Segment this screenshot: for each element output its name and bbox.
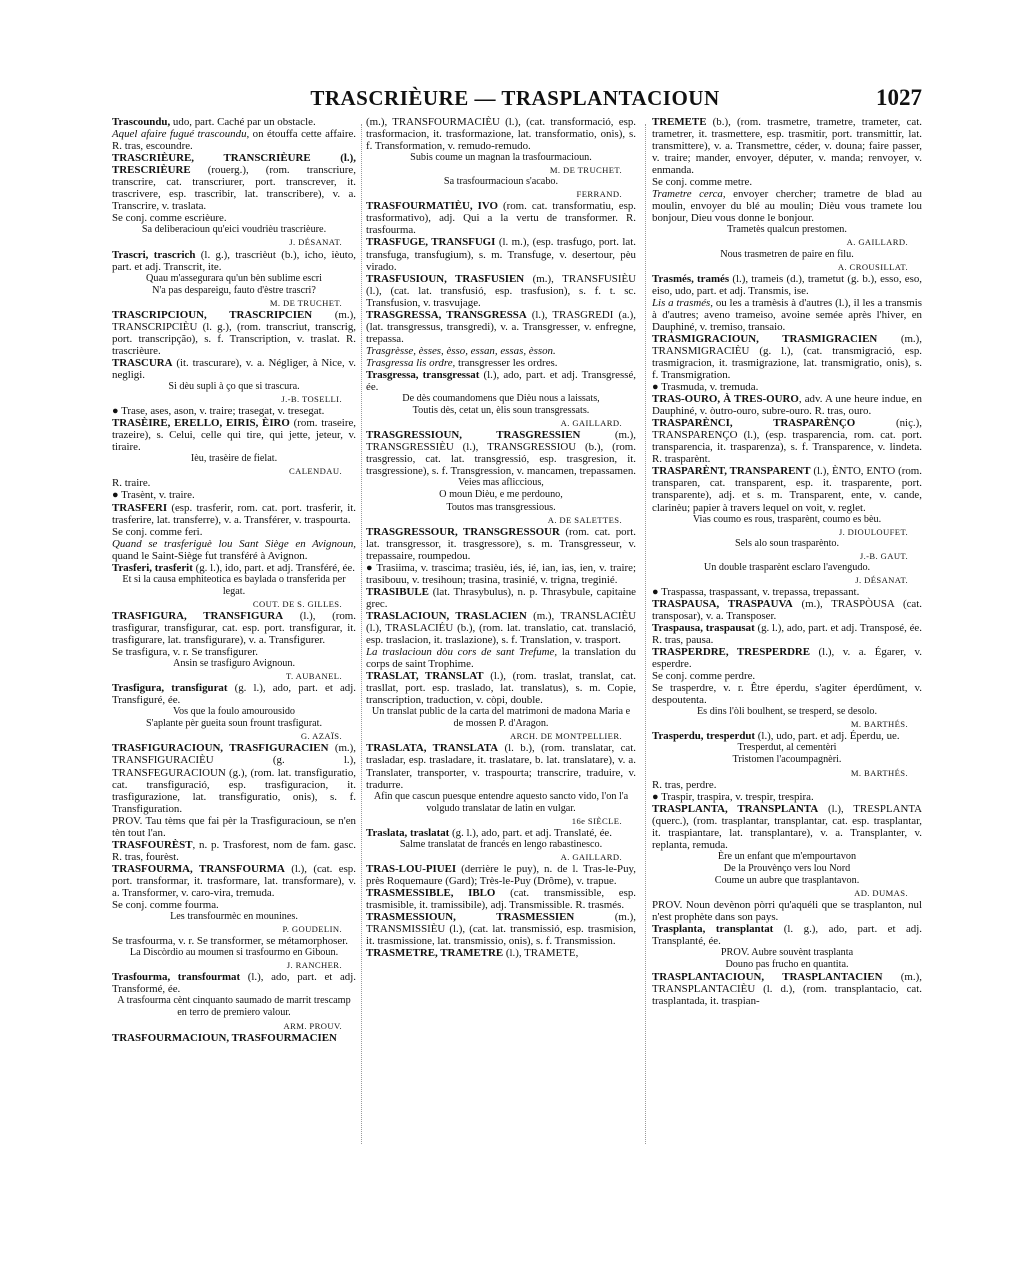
entry-body: (l. m.), (esp. trasfugo, port. lat. transfuga, transfugium), s. m. Transfuge, v. desertour, pèu virado. [366,236,637,273]
entry-body: Se conj. comme escrièure. [112,212,227,225]
quotation: Ansin se trasfiguro Avignoun. [172,658,296,670]
dictionary-entry [112,682,356,706]
entry-body: (l.), (rom. trasfigurar, transfigurar, cat. esp. port. transfigurar, it. trasfigurare, lat. transfigurare), v. a. Transfigurer. [112,609,356,647]
quotation: Nous trasmetren de paire en filu. [720,248,854,260]
entry-headword: Trasfigura, transfigurat [112,682,228,695]
entry-body: (rom. traseire, trazeire), s. Celui, celle qui tire, qui jette, jeteur, v. tiraire. [112,417,356,454]
entry-body: ou les a tramèsis à d'autres (l.), il les a transmis à d'autres; aveno trameiso, avoine semée après l'hiver, en Dauphiné, v. tremiso, transaio. [652,296,922,333]
quotation: Trametès qualcun prestomen. [727,224,847,236]
entry-headword: TRASFIGURACIOUN, TRASFIGURACIEN [112,742,329,755]
running-title: TRASCRIÈURE — TRASPLANTACIOUN [310,86,720,110]
entry-headword: TRASFUGE, TRANSFUGI [366,236,496,249]
column-right [652,116,922,1007]
entry-headword: TRAS-OURO, À TRES-OURO [652,393,799,406]
quotation-author: T. AUBANEL. [285,671,342,682]
entry-body: Se trasperdre, v. r. Être éperdu, s'agiter éperdûment, v. despoutenta. [652,682,922,707]
dictionary-entry [366,273,636,309]
entry-headword: TRASGRESSOUR, TRANSGRESSOUR [366,525,560,538]
quotation: Vias coumo es rous, trasparènt, coumo es bèu. [692,513,882,525]
entry-body: Se conj. comme fourma. [112,899,219,912]
quotation-author: G. AZAÏS. [300,731,342,742]
dictionary-entry [652,598,922,622]
entry-body: envoyer chercher; trametre de blad au moulin, envoyer du blé au moulin; Dièu vous tramete lou bonjour, Dieu vous donne le bonjour. [652,188,922,225]
entry-body: (l. b.), (rom. translatar, cat. trasladar, esp. trasladare, it. traslatare, b. lat. translatare), v. a. Translater, transporter, v. traspourta; transcrire, traduire, v. tradurre. [366,742,636,791]
page-header [112,85,922,116]
entry-headword: Trascri, trascrich [112,248,196,261]
dictionary-entry [652,297,922,333]
entry-headword: TRASLACIOUN, TRASLACIEN [366,609,527,622]
dictionary-entry [652,417,922,465]
quotation-author: FERRAND. [576,189,622,200]
entry-body: R. traire. [112,477,151,490]
dictionary-entry [112,417,356,453]
entry-example: La traslacioun dòu cors de sant Trefume, [366,646,558,659]
dictionary-entry [652,682,922,706]
quotation: Ièu, trasèire de fielat. [190,453,278,465]
quotation: Douno pas frucho en quantita. [725,959,849,971]
dictionary-entry [366,887,636,911]
entry-body: (l.), udo, part. et adj. Éperdu, ue. [755,730,900,743]
quotation-author: A. GAILLARD. [846,237,908,248]
dictionary-entry [652,188,922,224]
dictionary-entry [366,345,636,357]
entry-headword: TRASCRIPCIOUN, TRASCRIPCIEN [112,308,313,321]
entry-body: quand le Saint-Siège fut transféré à Avignon. [112,549,308,562]
entry-body: PROV. Noun devènon pòrri qu'aquéli que se trasplanton, nul n'est prophète dans son pays. [652,899,922,924]
dictionary-entry [652,779,922,791]
column-separator [645,124,646,1144]
entry-headword: Traslata, traslatat [366,826,450,839]
entry-headword: TRASPAUSA, TRASPAUVA [652,597,793,610]
quotation-author: P. GOUDELIN. [282,924,342,935]
entry-body: (l. g.), ado, part. et adj. Transplanté, ée. [652,923,923,948]
entry-body: , adv. A une heure indue, en Dauphiné, v. òutro-ouro, subre-ouro. R. tras, ouro. [652,393,922,418]
entry-example: Quand se trasferiguè lou Sant Siège en Avignoun, [112,537,356,550]
column-separator [361,124,362,1144]
dictionary-entry [112,863,356,899]
entry-headword: TREMETE [652,116,707,128]
entry-body: Se conj. comme feri. [112,525,203,538]
dictionary-entry [112,971,356,995]
entry-body: (l. g.), trascrièut (b.), icho, ièuto, part. et adj. Transcrit, ite. [112,248,356,273]
entry-body: on étouffa cette affaire. R. tras, escoundre. [112,128,356,153]
quotation-author: J. DÉSANAT. [855,574,908,585]
dictionary-entry [652,670,922,682]
quotation: Es dins l'òli boulhent, se tresperd, se desolo. [696,706,878,718]
entry-body: (l.), ado, part. et adj. Transformé, ée. [112,971,356,996]
quotation-author: M. DE TRUCHET. [269,297,342,308]
entry-body: (rom. cat. port. lat. transgressor, it. trasgressore), s. m. Transgresseur, v. trepassaire, roumpedou. [366,525,637,562]
quotation-author: J.-B. TOSELLI. [281,394,342,405]
entry-body: ● Trasènt, v. traire. [112,489,195,502]
entry-headword: TRASGRESSA, TRANSGRESSA [366,308,527,321]
entry-body: la translation du corps de saint Trophime. [366,646,637,671]
quotation: Tristomen l'acoumpagnèri. [732,754,842,766]
entry-headword: Trasgressa, transgressat [366,368,480,381]
dictionary-entry [366,911,636,947]
entry-headword: Trascoundu, [112,116,171,128]
quotation: Un double trasparènt esclaro l'avengudo. [703,561,871,573]
quotation: S'aplante pèr gueita soun frount trasfigurat. [145,718,323,730]
dictionary-entry [112,489,356,501]
dictionary-entry [112,935,356,947]
entry-body: (g. l.), ido, part. et adj. Transféré, ée. [192,561,355,574]
dictionary-entry [112,309,356,357]
entry-example: Trametre cerca, [652,188,726,201]
quotation: Salme translatat de francés en lengo rabastinesco. [399,838,603,850]
entry-headword: Traspausa, traspausat [652,621,755,634]
entry-body: ● Trasmuda, v. tremuda. [652,381,759,394]
entry-body: PROV. Tau tèms que fai pèr la Trasfiguracioun, se n'en tèn tout l'an. [112,814,356,839]
entry-body: (l.), TRAMETE, [503,947,579,960]
entry-headword: TRASGRESSIOUN, TRASGRESSIEN [366,429,581,442]
quotation-author: J.-B. GAUT. [859,550,908,561]
entry-body: (l.), (cat. esp. port. transformar, it. trasformare, lat. transformare), v. a. Transformer, v. caro-vira, tremuda. [112,862,356,899]
quotation: Sels alo soun trasparènto. [734,537,840,549]
quotation-author: M. DE TRUCHET. [549,165,622,176]
dictionary-entry [112,1032,356,1044]
dictionary-entry [112,212,356,224]
entry-body: (m.), TRANSFOURMACIÈU (l.), (cat. transformació, esp. trasformacion, it. trasformazione, lat. transformatio, onis), s. f. Transformation, v. remudo-remudo. [366,116,636,153]
dictionary-entry [366,610,636,646]
quotation-author: A. GAILLARD. [560,851,622,862]
quotation: Toutis dès, cetat un, èlis soun transgressats. [412,405,590,417]
entry-headword: TRAS-LOU-PIUEI [366,862,457,875]
dictionary-entry [652,803,922,851]
entry-example: Trasgressa lis ordre, [366,356,456,369]
entry-body: (g. l.), ado, part. et adj. Transfiguré, ée. [112,682,356,707]
entry-body: (g. l.), ado, part. et adj. Transposé, ée. R. tras, pausa. [652,621,922,647]
dictionary-entry [112,815,356,839]
entry-headword: Trasperdu, tresperdut [652,730,756,743]
entry-body: (m.), TRANSMISSIÈU (l.), (cat. lat. transmissió, esp. trasmision, it. trasmissione, lat. transmissio, onis), s. f. Transmission. [366,911,636,948]
quotation: A trasfourma cènt cinquanto saumado de marrit trescamp en terro de premiero valour. [117,995,351,1019]
dictionary-entry [112,128,356,152]
entry-headword: TRASFOURMATIÈU, IVO [366,200,498,213]
quotation: Si dèu supli à ço que si trascura. [168,381,300,393]
quotation: De la Prouvènço vers lou Nord [723,862,851,874]
entry-body: (rom. cat. transformatiu, esp. trasformativo), adj. Qui a la vertu de transformer. R. trasfourma. [366,200,636,237]
column-left [112,116,356,1044]
dictionary-entry [112,562,356,574]
entry-body: (l.), TRASGREDI (a.), (lat. transgressus, transgredi), v. a. Transgresser, v. enfregne, trepassa. [366,308,637,345]
quotation: PROV. Aubre souvènt trasplanta [720,947,854,959]
dictionary-entry [112,899,356,911]
dictionary-entry [652,622,922,646]
dictionary-entry [112,116,356,128]
dictionary-entry [652,730,922,742]
dictionary-entry [112,526,356,538]
dictionary-entry [652,923,922,947]
dictionary-entry [112,839,356,863]
quotation: Un translat public de la carta del matrimoni de madona Maria e de mossen P. d'Aragon. [371,706,631,730]
entry-headword: TRASCURA [112,356,173,369]
quotation-author: M. BARTHÉS. [850,719,908,730]
entry-headword: TRASPARÈNT, TRANSPARENT [652,465,811,478]
quotation: N'a pas despareigu, fauto d'èstre trascri? [152,284,316,296]
quotation-author: A. GAILLARD. [560,418,622,429]
quotation: Coume un aubre que trasplantavon. [714,874,860,886]
dictionary-entry [366,309,636,345]
entry-body: (g. l.), ado, part. et adj. Translaté, ée. [449,826,612,839]
dictionary-entry [652,971,922,1007]
quotation: Les transfourmèc en mounines. [170,911,298,923]
entry-body: Se trasfourma, v. r. Se transformer, se métamorphoser. [112,935,348,948]
dictionary-entry [652,465,922,513]
entry-body: (l.), ado, part. et adj. Transgressé, ée. [366,368,636,394]
entry-body: (b.), (rom. trasmetre, trametre, trameter, cat. trametrer, it. trasmettere, esp. trasmitir, port. transmittir, lat. transmittere), v. a. Transmettre, céder, v. douna; faire passer, v. traire; mander, envoyer, députer, v. manda; renvoyer, v. enmanda. [652,116,922,177]
entry-headword: TRASPLANTACIOUN, TRASPLANTACIEN [652,971,883,984]
dictionary-entry [366,670,636,706]
entry-body: (rouerg.), (rom. transcriure, transcrire, cat. transcriurer, port. transcrever, it. trascrivere, esp. trascribir, lat. transcribere), v. a. Transcrire, v. traslata. [112,164,356,213]
dictionary-entry [652,176,922,188]
entry-body: (m.), TRANSMIGRACIÈU (g. l.), (cat. transmigració, esp. trasmigracion, it. trasmigrazione, lat. transmigratio, onis), s. f. Transmigration. [652,332,922,381]
quotation-author: J. RANCHER. [286,960,342,971]
entry-headword: Trasmés, tramés [652,272,730,285]
quotation-author: J. DIOULOUFET. [838,526,908,537]
quotation: De dès coumandomens que Dièu nous a laissats, [402,393,600,405]
entry-body: (m.), TRANSGRESSIÈU (l.), TRANSGRESSIOU (b.), (rom. trasgressio, cat. lat. transgressió, esp. trasgresion, it. trasgressione), s. f. Transgression, v. mancamen, trepassamen. [366,429,636,478]
entry-body: (m.), TRANSFIGURACIÈU (g. l.), TRANSFEGURACIOUN (g.), (rom. lat. transfiguratio, cat. transfiguració, esp. trasfiguracion, it. trasfigurazione, lat. transfiguratio, onis), s. f. Transfiguration. [112,742,356,815]
dictionary-entry [652,586,922,598]
entry-headword: TRASÈIRE, ERELLO, EIRIS, ÈIRO [112,417,290,430]
entry-headword: TRASFERI [112,501,168,514]
quotation-author: ARM. PROUV. [283,1020,342,1031]
dictionary-entry [112,646,356,658]
entry-body: (cat. transmissible, esp. trasmisible, it. tramissibile), adj. Transmissible. R. trasmés. [366,887,636,912]
entry-headword: Trasferi, trasferit [112,561,193,574]
dictionary-entry [652,899,922,923]
dictionary-entry [652,791,922,803]
entry-headword: TRASMESSIOUN, TRASMESSIEN [366,911,575,924]
dictionary-entry [652,646,922,670]
entry-body: (l.), ÈNTO, ENTO (rom. transparen, cat. transparent, esp. it. trasparente, port. transparente), adj. et s. m. Transparent, ente, v. cande, clarinèu; papier à travers lequel on voit, v. reglet. [652,465,923,514]
entry-body: udo, part. Caché par un obstacle. [170,116,316,128]
quotation-author: AD. DUMAS. [854,888,908,898]
entry-headword: TRASLAT, TRANSLAT [366,670,484,683]
quotation-author: A. DE SALETTES. [547,514,622,525]
quotation-author: A. CROUSILLAT. [837,261,908,272]
entry-body: (lat. Thrasybulus), n. p. Thrasybule, capitaine grec. [366,585,636,610]
entry-body: (l.), v. a. Égarer, v. esperdre. [652,646,922,671]
entry-headword: TRASCRIÈURE, TRANSCRIÈURE (l.), TRESCRIÈURE [112,152,356,177]
dictionary-entry [652,273,922,297]
quotation: Afin que cascun puesque entendre aquesto sancto vido, l'on l'a volgudo translatar de latin en vulgar. [373,790,629,814]
dictionary-entry [112,610,356,646]
dictionary-entry [366,429,636,477]
quotation-author: M. BARTHÉS. [850,767,908,778]
entry-headword: TRASPARÈNCI, TRASPARÈNÇO [652,417,856,430]
dictionary-entry [366,562,636,586]
entry-headword: Trasplanta, transplantat [652,923,774,936]
entry-body: (m.), TRASPÒUSA (cat. transposar), v. a. Transposer. [652,597,922,622]
dictionary-entry [366,200,636,236]
entry-example: Trasgrèsse, èsses, èsso, essan, essas, èsson. [366,344,556,357]
quotation-author: ARCH. DE MONTPELLIER. [510,731,622,742]
entry-headword: Trasfourma, transfourmat [112,971,241,984]
entry-body: (m.), TRANSLACIÈU (l.), TRASLACIÉU (b.), (rom. lat. translatio, cat. translació, esp. traslacion, it. traslazione), s. f. Translation, v. trasport. [366,609,636,647]
entry-body: (l.), TRESPLANTA (querc.), (rom. trasplantar, transplantar, cat. esp. trasplantar, it. traspiantare, lat. transplantare), v. a. Transplanter, v. replanta, remuda. [652,802,922,851]
entry-headword: TRASPLANTA, TRANSPLANTA [652,802,819,815]
entry-headword: TRASMIGRACIOUN, TRASMIGRACIEN [652,332,878,345]
dictionary-entry [112,357,356,381]
quotation-author: J. DÉSANAT. [289,237,342,248]
quotation: Vos que la foulo amourousido [172,706,296,718]
dictionary-entry [112,502,356,526]
entry-body: ● Trasiima, v. trascima; trasièu, iés, ié, ian, ias, ien, v. traire; trasibouu, v. tresihoun; trasina, trasinié, v. trigna, treginié. [366,561,636,586]
entry-body: (m.), TRANSFUSIÈU (l.), (cat. lat. transfusió, esp. trasfusion), s. f. t. sc. Transfusion, v. trasvujage. [366,272,636,309]
entry-body: Se conj. comme perdre. [652,670,756,683]
dictionary-entry [366,827,636,839]
entry-headword: TRASFOURÈST [112,838,193,851]
dictionary-entry [366,863,636,887]
dictionary-entry [112,152,356,212]
entry-body: (l.), (rom. traslat, translat, cat. trasllat, port. esp. traslado, lat. translatus), s. m. Copie, transcription, traduction, v. còpi, double. [366,670,637,707]
quotation: Sa deliberacioun qu'eici voudrièu trascrièure. [141,224,327,236]
dictionary-entry [366,236,636,272]
dictionary-entry [366,357,636,369]
quotation: Veies mas afliccious, [458,477,544,489]
dictionary-entry [366,369,636,393]
entry-headword: TRASMETRE, TRAMETRE [366,947,504,960]
entry-example: Lis a trasmés, [652,296,714,309]
entry-headword: TRASMESSIBLE, IBLO [366,887,496,899]
dictionary-entry [366,116,636,152]
entry-headword: TRASFOURMA, TRANSFOURMA [112,862,285,875]
entry-body: (derrière le puy), n. de l. Tras-le-Puy, près Roquemaure (Gard); Très-le-Puy (Drôme), v. trapue. [366,862,636,887]
entry-headword: TRASFIGURA, TRANSFIGURA [112,609,284,622]
entry-example: Aquel afaire fugué trascoundu, [112,128,250,141]
dictionary-entry [366,646,636,670]
entry-body: , n. p. Trasforest, nom de fam. gasc. R. tras, fourèst. [112,838,356,863]
quotation-author: 16e SIÈCLE. [571,815,622,826]
entry-body: (l.), trameis (d.), trametut (g. b.), esso, eso, eiso, udo, part. et adj. Transmis, ise. [652,272,922,297]
entry-headword: TRASIBULE [366,585,429,598]
entry-body: transgresser les ordres. [455,356,558,369]
entry-body: (it. trascurare), v. a. Négliger, à Nice, v. negligi. [112,356,356,381]
dictionary-entry [366,586,636,610]
quotation: Et si la causa emphiteotica es baylada o transferida per legat. [122,573,346,597]
entry-body: Se conj. comme metre. [652,176,753,189]
entry-body: ● Traspassa, traspassant, v. trepassa, trepassant. [652,585,860,598]
entry-body: (esp. trasferir, rom. cat. port. trasferir, it. trasferire, lat. transferre), v. a. Transférer, v. traspourta. [112,501,356,526]
entry-body: (m.), TRANSPLANTACIÈU (l. d.), (rom. transplantacio, cat. trasplantada, it. traspian- [652,971,922,1008]
entry-headword: TRASLATA, TRANSLATA [366,742,499,755]
dictionary-entry [112,477,356,489]
entry-body: ● Trase, ases, ason, v. traire; trasegat, v. tresegat. [112,405,325,418]
dictionary-entry [112,249,356,273]
dictionary-entry [366,947,636,959]
dictionary-entry [112,742,356,814]
entry-body: (m.), TRANSCRIPCIÈU (l. g.), (rom. transcriut, transcrig, port. transcripção), s. f. Transcription, v. traslat. R. trascrièure. [112,308,356,357]
entry-headword: TRASPERDRE, TRESPERDRE [652,646,811,659]
dictionary-entry [652,393,922,417]
dictionary-entry [112,538,356,562]
entry-body: R. tras, perdre. [652,778,717,791]
quotation: O moun Dièu, e me perdouno, [439,489,563,501]
entry-body: ● Traspir, traspira, v. trespir, trespira. [652,790,814,803]
dictionary-entry [366,526,636,562]
quotation: Quau m'assegurara qu'un bèn sublime escri [146,272,322,284]
dictionary-entry [652,333,922,381]
dictionary-entry [366,742,636,790]
quotation: La Discòrdio au moumen si trasfourmo en Giboun. [129,947,339,959]
quotation: Subis coume un magnan la trasfourmacioun. [410,152,592,164]
quotation: Tresperdut, al cementèri [737,742,837,754]
quotation: Ère un enfant que m'empourtavon [717,850,857,862]
dictionary-entry [652,116,922,176]
page-number: 1027 [876,85,922,110]
entry-body: (niç.), TRANSPARENÇO (l.), (esp. trasparencia, rom. cat. port. transparencia, it. trasparenza), s. f. Transparence, v. lindeta. R. trasparènt. [652,417,922,466]
dictionary-entry [112,405,356,417]
entry-body: Se trasfigura, v. r. Se transfigurer. [112,646,258,659]
quotation: Sa trasfourmacioun s'acabo. [443,176,559,188]
quotation: Toutos mas transgressious. [446,501,556,513]
entry-headword: TRASFUSIOUN, TRASFUSIEN [366,272,525,285]
quotation-author: COUT. DE S. GILLES. [252,598,342,609]
quotation-author: CALENDAU. [288,466,342,477]
dictionary-entry [652,381,922,393]
entry-headword: TRASFOURMACIOUN, TRASFOURMACIEN [112,1031,337,1044]
column-middle [366,116,636,959]
